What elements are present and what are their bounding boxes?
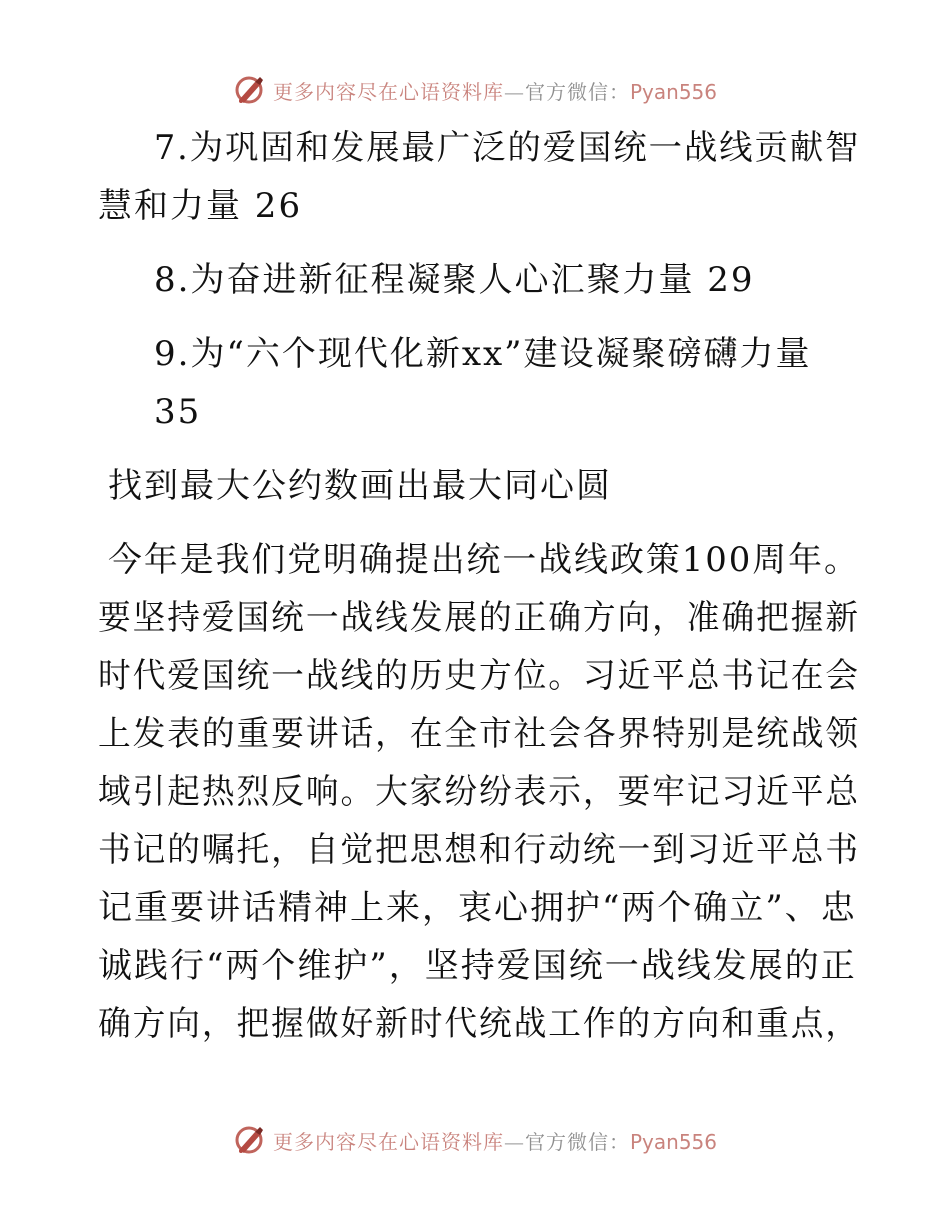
banner-main-text: 更多内容尽在心语资料库 bbox=[272, 1129, 504, 1154]
banner-label: 官方微信： bbox=[524, 79, 630, 104]
footer-banner bbox=[0, 1120, 950, 1160]
banner-main-text: 更多内容尽在心语资料库 bbox=[272, 79, 504, 104]
banner-dash: — bbox=[503, 79, 525, 104]
body-line-8: 诚践行“两个维护”，坚持爱国统一战线发展的正 bbox=[98, 946, 857, 986]
banner-label: 官方微信： bbox=[524, 1129, 630, 1154]
pen-logo-icon bbox=[233, 73, 267, 107]
body-line-6: 书记的嘱托，自觉把思想和行动统一到习近平总书 bbox=[98, 830, 860, 870]
header-banner bbox=[0, 70, 950, 110]
pen-logo-icon bbox=[233, 1123, 267, 1157]
body-line-2: 要坚持爱国统一战线发展的正确方向，准确把握新 bbox=[98, 598, 860, 638]
toc-item-7-line1: 7.为巩固和发展最广泛的爱国统一战线贡献智 bbox=[154, 128, 861, 168]
toc-item-8: 8.为奋进新征程凝聚人心汇聚力量 29 bbox=[154, 260, 755, 300]
section-heading: 找到最大公约数画出最大同心圆 bbox=[108, 466, 612, 506]
body-line-3: 时代爱国统一战线的历史方位。习近平总书记在会 bbox=[98, 656, 860, 696]
banner-dash: — bbox=[503, 1129, 525, 1154]
toc-item-7-line2: 慧和力量 26 bbox=[98, 186, 303, 226]
footer-banner-text bbox=[273, 1126, 717, 1155]
body-line-9: 确方向，把握做好新时代统战工作的方向和重点， bbox=[98, 1004, 860, 1044]
toc-item-9-line1: 9.为“六个现代化新xx”建设凝聚磅礴力量 bbox=[154, 334, 812, 374]
banner-wechat-id: Pyan556 bbox=[629, 79, 717, 104]
banner-wechat-id: Pyan556 bbox=[629, 1129, 717, 1154]
body-line-1: 今年是我们党明确提出统一战线政策100周年。 bbox=[108, 540, 860, 580]
header-banner-text bbox=[273, 76, 717, 105]
body-line-5: 域引起热烈反响。大家纷纷表示，要牢记习近平总 bbox=[98, 772, 860, 812]
body-line-7: 记重要讲话精神上来，衷心拥护“两个确立”、忠 bbox=[98, 888, 857, 928]
toc-item-9-line2: 35 bbox=[154, 392, 202, 432]
body-line-4: 上发表的重要讲话，在全市社会各界特别是统战领 bbox=[98, 714, 860, 754]
